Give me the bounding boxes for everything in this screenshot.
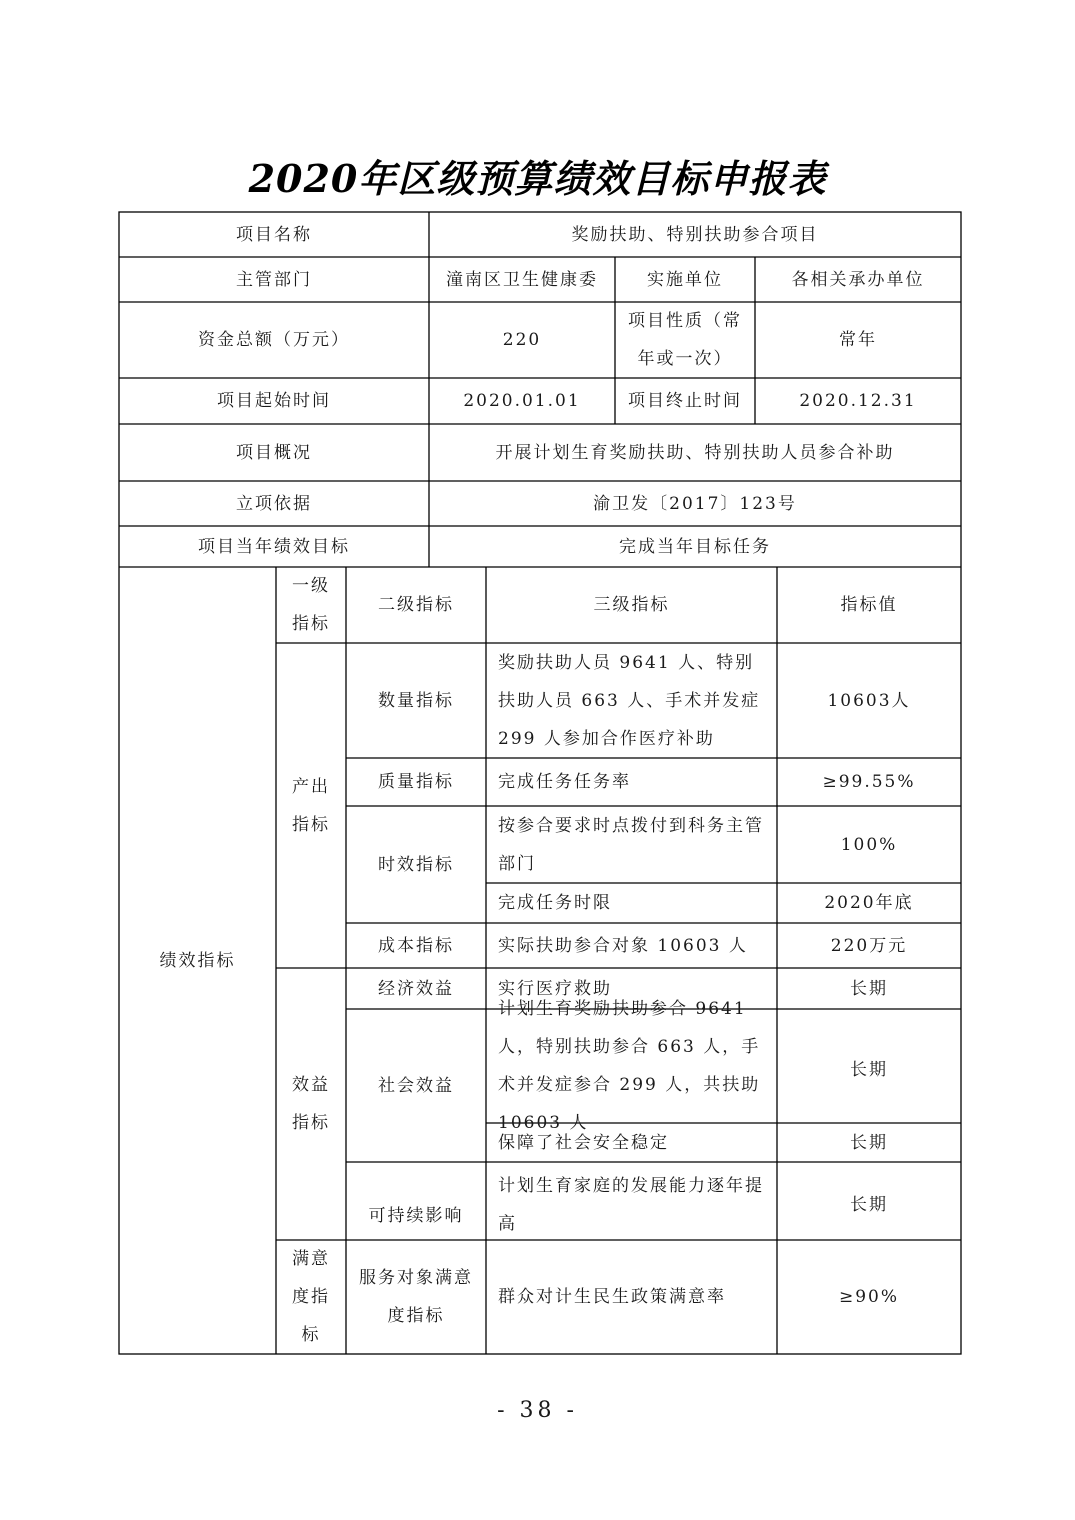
benefit-indicators-label: 效益指标 bbox=[292, 1075, 330, 1133]
satisfaction-indicators-label: 满意度指标 bbox=[292, 1249, 330, 1345]
funds-value: 220 bbox=[502, 330, 542, 350]
goal-value: 完成当年目标任务 bbox=[619, 536, 771, 557]
funds-label: 资金总额（万元） bbox=[198, 330, 350, 350]
nature-label: 项目性质（常年或一次） bbox=[628, 311, 742, 369]
economic-benefit-desc: 实行医疗救助 bbox=[498, 978, 612, 999]
page-number: - 38 - bbox=[497, 1398, 578, 1423]
quantity-indicator-value: 10603人 bbox=[827, 690, 911, 711]
overview-value: 开展计划生育奖励扶助、特别扶助人员参合补助 bbox=[495, 442, 895, 463]
quality-indicator-desc: 完成任务任务率 bbox=[498, 772, 631, 792]
timeliness-indicator-value-1: 100% bbox=[840, 834, 898, 855]
start-value: 2020.01.01 bbox=[463, 391, 581, 411]
service-satisfaction-value: ≥90% bbox=[838, 1287, 900, 1307]
performance-indicators-label: 绩效指标 bbox=[159, 950, 236, 971]
header-level2: 二级指标 bbox=[378, 595, 454, 615]
goal-label: 项目当年绩效目标 bbox=[198, 536, 350, 557]
output-indicators-label: 产出指标 bbox=[292, 776, 330, 835]
sustainability-value: 长期 bbox=[850, 1195, 888, 1215]
timeliness-indicator-label: 时效指标 bbox=[378, 854, 454, 875]
cost-indicator-label: 成本指标 bbox=[378, 935, 454, 956]
impl-label: 实施单位 bbox=[647, 269, 723, 290]
start-label: 项目起始时间 bbox=[217, 391, 331, 411]
quantity-indicator-desc: 奖励扶助人员 9641 人、特别扶助人员 663 人、手术并发症 299 人参加合作医疗补助 bbox=[498, 652, 761, 749]
dept-value: 潼南区卫生健康委 bbox=[446, 269, 598, 290]
document-title: 2020年区级预算绩效目标申报表 bbox=[248, 156, 827, 201]
service-satisfaction-desc: 群众对计生民生政策满意率 bbox=[498, 1287, 726, 1307]
timeliness-indicator-desc-1: 按参合要求时点拨付到科务主管部门 bbox=[498, 815, 764, 874]
sustainability-label: 可持续影响 bbox=[368, 1206, 464, 1226]
cost-indicator-desc: 实际扶助参合对象 10603 人 bbox=[498, 935, 748, 956]
economic-benefit-value: 长期 bbox=[850, 978, 888, 999]
basis-value: 渝卫发〔2017〕123号 bbox=[593, 493, 797, 514]
social-benefit-desc-2: 保障了社会安全稳定 bbox=[498, 1132, 669, 1153]
social-benefit-label: 社会效益 bbox=[378, 1075, 454, 1096]
basis-label: 立项依据 bbox=[236, 493, 312, 514]
project-name-label: 项目名称 bbox=[236, 224, 312, 245]
end-label: 项目终止时间 bbox=[628, 391, 742, 411]
timeliness-indicator-desc-2: 完成任务时限 bbox=[498, 893, 612, 913]
service-satisfaction-label: 服务对象满意度指标 bbox=[359, 1268, 473, 1326]
quality-indicator-label: 质量指标 bbox=[378, 772, 454, 792]
header-level1: 一级指标 bbox=[292, 576, 330, 634]
header-level3: 三级指标 bbox=[593, 595, 670, 615]
economic-benefit-label: 经济效益 bbox=[378, 978, 454, 999]
quality-indicator-value: ≥99.55% bbox=[822, 772, 916, 792]
sustainability-desc: 计划生育家庭的发展能力逐年提高 bbox=[498, 1176, 764, 1234]
impl-value: 各相关承办单位 bbox=[791, 269, 925, 290]
end-value: 2020.12.31 bbox=[799, 391, 917, 411]
nature-value: 常年 bbox=[839, 330, 877, 350]
project-name-value: 奖励扶助、特别扶助参合项目 bbox=[571, 224, 819, 245]
timeliness-indicator-value-2: 2020年底 bbox=[824, 893, 914, 913]
social-benefit-desc-1: 计划生育奖励扶助参合 9641 人，特别扶助参合 663 人，手术并发症参合 299 人，共扶助 10603 人 bbox=[498, 999, 761, 1133]
quantity-indicator-label: 数量指标 bbox=[378, 690, 454, 711]
social-benefit-value-1: 长期 bbox=[850, 1060, 888, 1080]
header-value: 指标值 bbox=[840, 595, 898, 615]
social-benefit-value-2: 长期 bbox=[850, 1132, 888, 1153]
dept-label: 主管部门 bbox=[236, 269, 312, 290]
cost-indicator-value: 220万元 bbox=[830, 935, 908, 956]
overview-label: 项目概况 bbox=[236, 442, 312, 463]
